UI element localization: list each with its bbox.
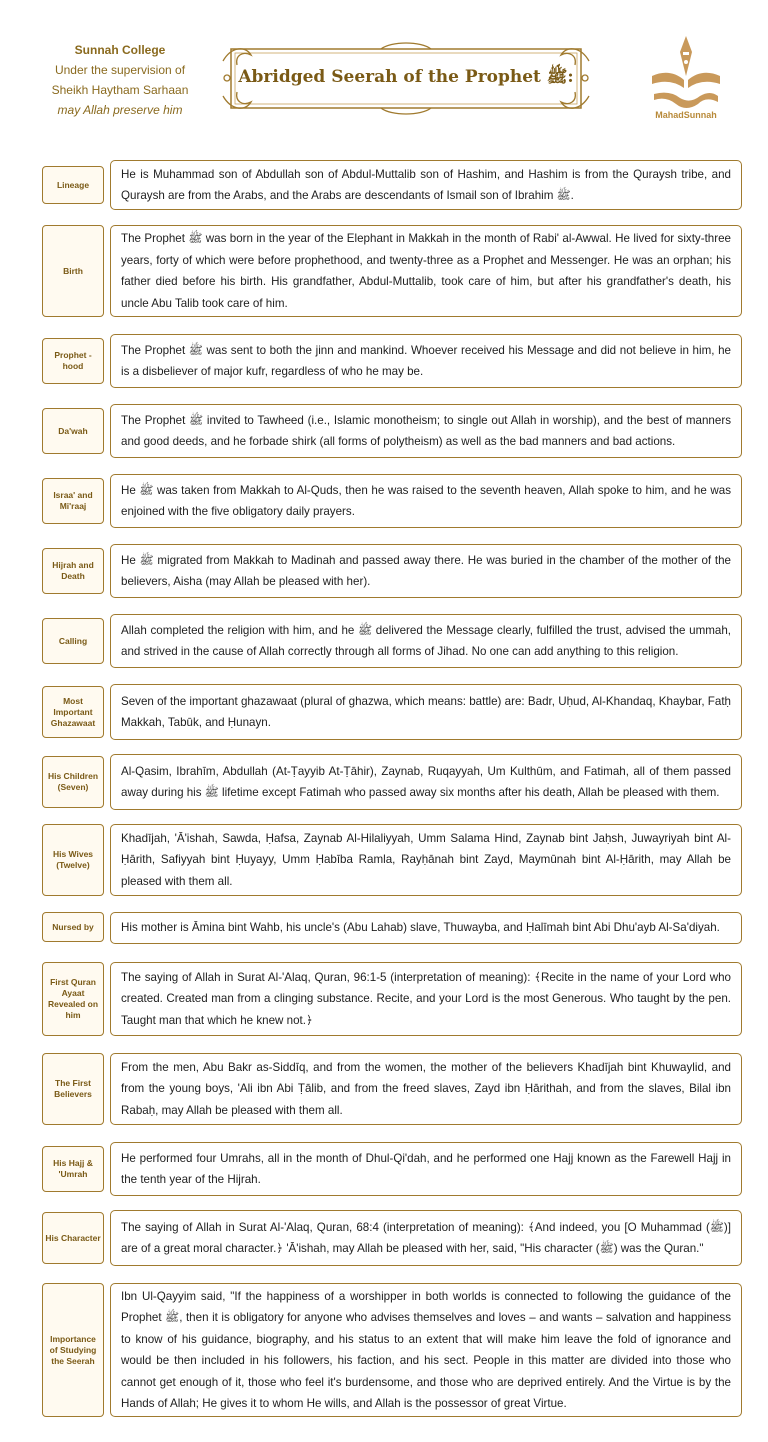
section-label: His Children (Seven)	[42, 756, 104, 808]
section-text: His mother is Āmina bint Wahb, his uncle's (Abu Lahab) slave, Thuwayba, and Ḥalīmah bint Abi Dhu'ayb Al-Sa'diyah.	[110, 912, 742, 944]
section-label: Israa' and Mi'raaj	[42, 478, 104, 524]
section-text: He is Muhammad son of Abdullah son of Abdul-Muttalib son of Hashim, and Hashim is from the Quraysh tribe, and Quraysh are from the Arabs, and the Arabs are descendants of Ismail son of Ibrahim ﷺ.	[110, 160, 742, 210]
section-label: His Hajj & 'Umrah	[42, 1146, 104, 1192]
section-text: From the men, Abu Bakr as-Siddīq, and from the women, the mother of the believers Khadījah bint Khuwaylid, and from the young boys, 'Ali ibn Abi Ṭālib, and from the freed slaves, Zayd ibn Ḥārithah, and from the slaves, Bilal ibn Rabaḥ, may Allah be pleased with them all.	[110, 1053, 742, 1125]
section-text: The Prophet ﷺ invited to Tawheed (i.e., Islamic monotheism; to single out Allah in worship), and the best of manners and good deeds, and he forbade shirk (all forms of polytheism) as well as the bad manners and bad actions.	[110, 404, 742, 458]
section-text: Al-Qasim, Ibrahīm, Abdullah (At-Ṭayyib At-Ṭāhir), Zaynab, Ruqayyah, Um Kulthūm, and Fatimah, all of them passed away during his ﷺ lifetime except Fatimah who passed away six months after his death, Allah be pleased with them.	[110, 754, 742, 810]
section-label: First Quran Ayaat Revealed on him	[42, 962, 104, 1036]
section-text: He ﷺ was taken from Makkah to Al-Quds, then he was raised to the seventh heaven, Allah spoke to him, and he was enjoined with the five obligatory daily prayers.	[110, 474, 742, 528]
section-text: The Prophet ﷺ was born in the year of the Elephant in Makkah in the month of Rabi' al-Awwal. He lived for sixty-three years, forty of which were before prophethood, and twenty-three as a Prophet and Messenger. He was an orphan; his father died before his birth. His grandfather, Abdul-Muttalib, took care of him, but after his grandfather's death, his uncle Abu Talib took care of him.	[110, 225, 742, 317]
college-name: Sunnah College	[74, 43, 166, 57]
section-text: The saying of Allah in Surat Al-'Alaq, Quran, 96:1-5 (interpretation of meaning): ﴾Recite in the name of your Lord who created. Created man from a clinging substance. Recite, and your Lord is the most Generous. Who taught by the pen. Taught man that which he knew not.﴿	[110, 962, 742, 1036]
section-text: The saying of Allah in Surat Al-'Alaq, Quran, 68:4 (interpretation of meaning): ﴾And indeed, you [O Muhammad (ﷺ)] are of a great moral character.﴿ 'Ā'ishah, may Allah be pleased with her, said, "His character (ﷺ) was the Quran."	[110, 1210, 742, 1266]
supervision-line-2: Sheikh Haytham Sarhaan	[51, 83, 189, 97]
section-label: Importance of Studying the Seerah	[42, 1283, 104, 1417]
section-label: Most Important Ghazawaat	[42, 686, 104, 738]
section-label: Birth	[42, 225, 104, 317]
section-label: Nursed by	[42, 912, 104, 942]
college-info	[20, 40, 220, 120]
section-text: He ﷺ migrated from Makkah to Madinah and passed away there. He was buried in the chamber of the mother of the believers, Aisha (may Allah be pleased with her).	[110, 544, 742, 598]
prayer-line: may Allah preserve him	[57, 103, 183, 117]
section-label: The First Believers	[42, 1053, 104, 1125]
section-label: Calling	[42, 618, 104, 664]
logo-caption: MahadSunnah	[655, 110, 717, 120]
section-text: He performed four Umrahs, all in the month of Dhul-Qi'dah, and he performed one Hajj known as the Farewell Hajj in the tenth year of the Hijrah.	[110, 1142, 742, 1196]
section-label: His Character	[42, 1212, 104, 1264]
section-text: Allah completed the religion with him, and he ﷺ delivered the Message clearly, fulfilled the trust, advised the ummah, and strived in the cause of Allah correctly through all forms of Jihad. No one can add anything to this religion.	[110, 614, 742, 668]
section-label: Lineage	[42, 166, 104, 204]
section-label: Prophet -hood	[42, 338, 104, 384]
section-text: Khadījah, 'Ā'ishah, Sawda, Ḥafsa, Zaynab Al-Hilaliyyah, Umm Salama Hind, Zaynab bint Jaḥsh, Juwayriyah bint Al-Ḥārith, Safiyyah bint Ḥuyayy, Umm Ḥabība Ramla, Rayḥānah bint Zayd, Maymūnah bint Al-Ḥārith, may Allah be pleased with them all.	[110, 824, 742, 896]
section-label: Hijrah and Death	[42, 548, 104, 594]
section-label: Da'wah	[42, 408, 104, 454]
page-title: Abridged Seerah of the Prophet ﷺ:	[238, 67, 574, 87]
section-text: Seven of the important ghazawaat (plural of ghazwa, which means: battle) are: Badr, Uḥud, Al-Khandaq, Khaybar, Fatḥ Makkah, Tabūk, and Ḥunayn.	[110, 684, 742, 740]
page-header	[0, 0, 768, 140]
supervision-line-1: Under the supervision of	[54, 63, 186, 77]
section-label: His Wives (Twelve)	[42, 824, 104, 896]
section-text: The Prophet ﷺ was sent to both the jinn and mankind. Whoever received his Message and did not believe in him, he is a disbeliever of major kufr, regardless of who he may be.	[110, 334, 742, 388]
section-text: Ibn Ul-Qayyim said, "If the happiness of a worshipper in both worlds is connected to following the guidance of the Prophet ﷺ, then it is obligatory for anyone who advises themselves and loves – and wants – salvation and happiness to know of his guidance, biography, and his status to an extent that will make him leave the fold of ignorance and would be then included in his followers, his faction, and his sect. People in this matter are divided into those who cannot get enough of it, those who feel it's burdensome, and those who are deprived entirely. And the Virtue is by the Hands of Allah; He gives it to whom He wills, and Allah is the possessor of great Virtue.	[110, 1283, 742, 1417]
